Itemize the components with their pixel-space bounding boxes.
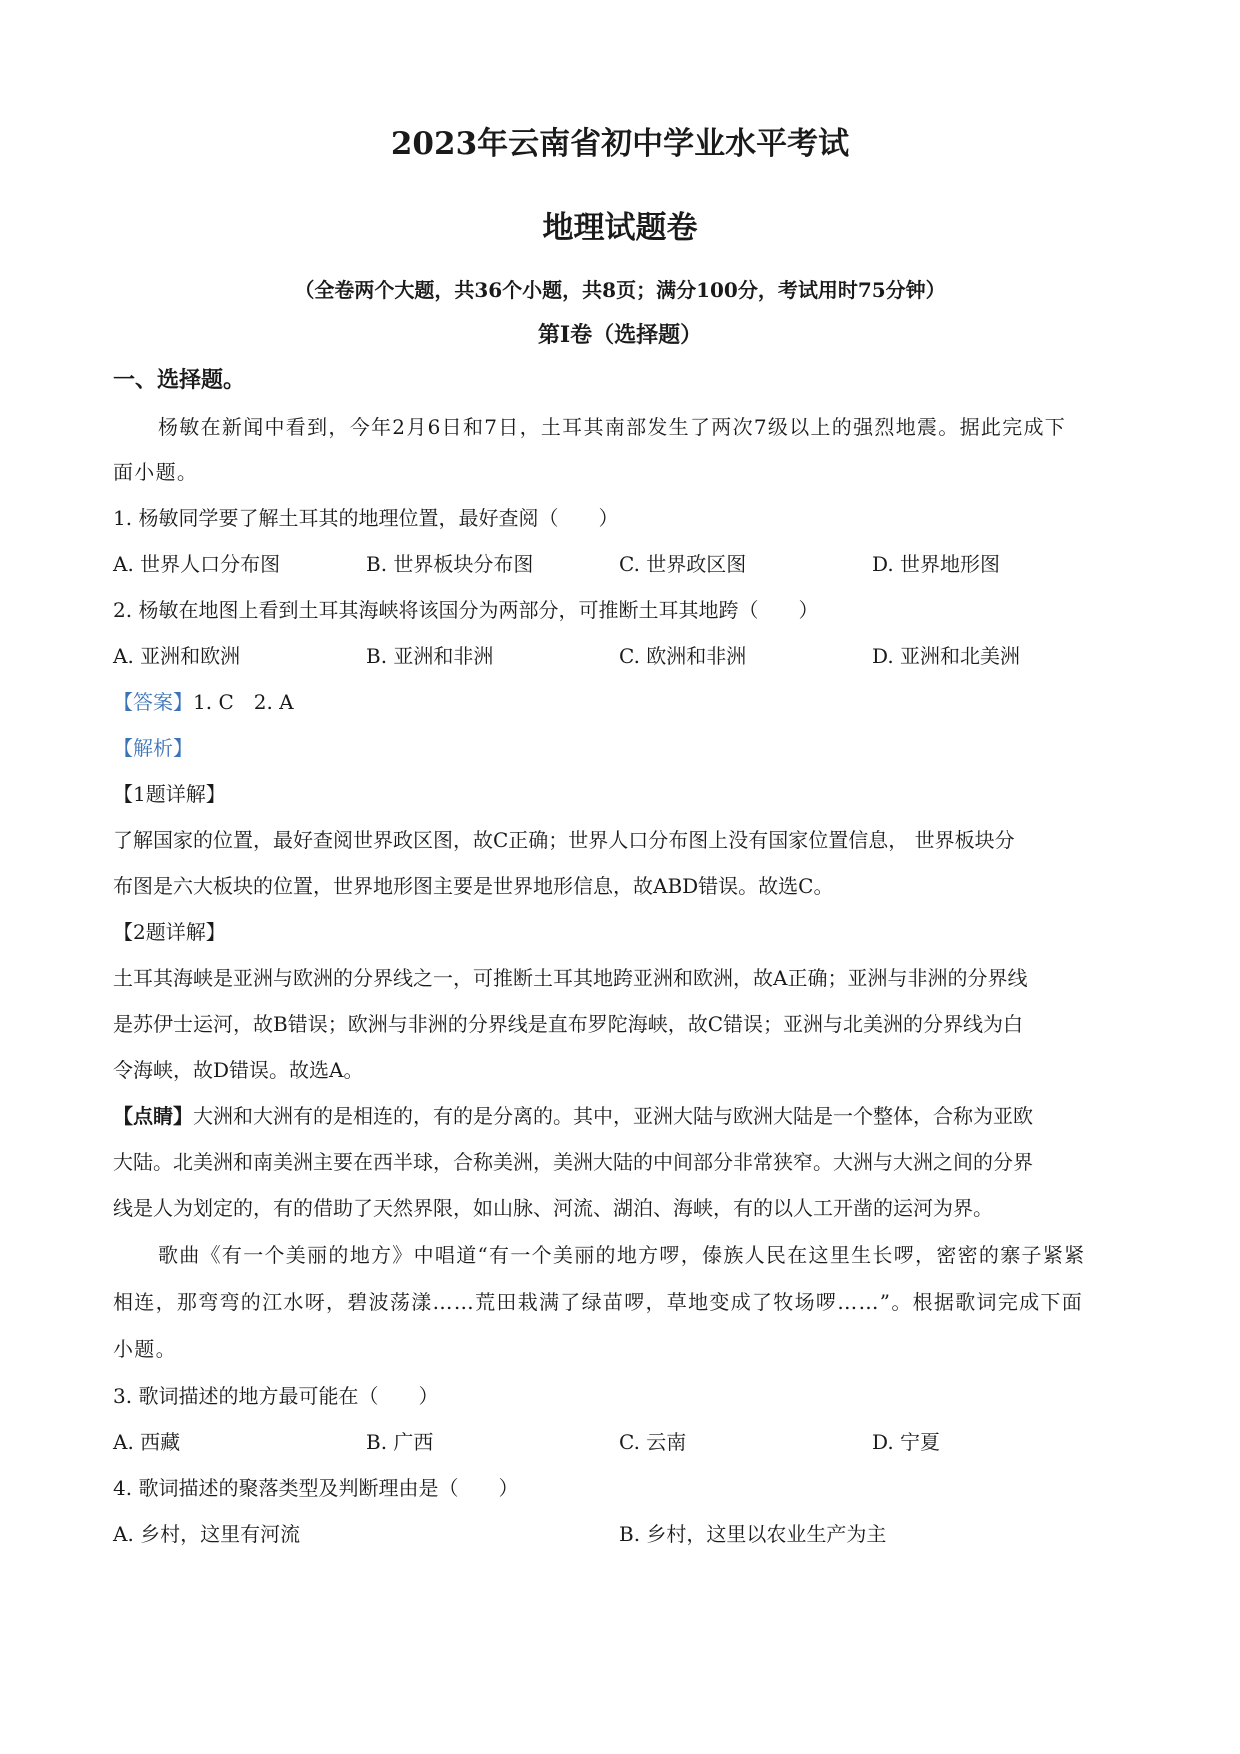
material-2-line-1: 歌曲《有一个美丽的地方》中唱道“有一个美丽的地方啰，傣族人民在这里生长啰，密密的寨子紧紧: [158, 1243, 1086, 1267]
volume-title: 第Ⅰ卷（选择题）: [537, 322, 703, 348]
q3-option-b: B. 广西: [366, 1430, 434, 1454]
answer-line: [113, 687, 1129, 717]
q1-option-d: D. 世界地形图: [872, 552, 1001, 576]
tip-tag: 【点睛】: [113, 1104, 193, 1128]
material-1-line-1: 杨敏在新闻中看到，今年2月6日和7日，土耳其南部发生了两次7级以上的强烈地震。据此完成下: [158, 415, 1067, 439]
q3-option-d: D. 宁夏: [872, 1430, 941, 1454]
q1-option-b: B. 世界板块分布图: [366, 552, 534, 576]
tip-line-3: 线是人为划定的，有的借助了天然界限，如山脉、河流、湖泊、海峡，有的以人工开凿的运河为界。: [113, 1196, 993, 1220]
q2-option-d: D. 亚洲和北美洲: [872, 644, 1021, 668]
analysis-tag: 【解析】: [113, 736, 193, 760]
detail-2-tag: 【2题详解】: [113, 920, 226, 944]
section-heading: 一、选择题。: [113, 367, 246, 393]
question-2-stem: 2. 杨敏在地图上看到土耳其海峡将该国分为两部分，可推断土耳其地跨（ ）: [113, 598, 819, 622]
q2-option-b: B. 亚洲和非洲: [366, 644, 494, 668]
answer-text: 1. C 2. A: [193, 690, 294, 714]
detail-1-line-1: 了解国家的位置，最好查阅世界政区图，故C正确；世界人口分布图上没有国家位置信息， 世界板块分: [113, 828, 1015, 852]
q2-option-c: C. 欧洲和非洲: [619, 644, 747, 668]
q1-option-c: C. 世界政区图: [619, 552, 747, 576]
question-4-stem: 4. 歌词描述的聚落类型及判断理由是（ ）: [113, 1476, 519, 1500]
detail-1-tag: 【1题详解】: [113, 782, 226, 806]
detail-1-line-2: 布图是六大板块的位置，世界地形图主要是世界地形信息，故ABD错误。故选C。: [113, 874, 834, 898]
exam-info: （全卷两个大题，共36个小题，共8页；满分100分，考试用时75分钟）: [294, 278, 946, 302]
q4-option-b: B. 乡村，这里以农业生产为主: [619, 1522, 887, 1546]
detail-2-line-3: 令海峡，故D错误。故选A。: [113, 1058, 364, 1082]
q3-option-c: C. 云南: [619, 1430, 687, 1454]
exam-title: 2023年云南省初中学业水平考试: [390, 126, 850, 162]
material-1-line-2: 面小题。: [113, 460, 199, 484]
tip-line-2: 大陆。北美洲和南美洲主要在西半球，合称美洲，美洲大陆的中间部分非常狭窄。大洲与大洲之间的分界: [113, 1150, 1033, 1174]
material-2-line-3: 小题。: [113, 1337, 177, 1361]
exam-subtitle: 地理试题卷: [542, 210, 698, 246]
question-1-stem: 1. 杨敏同学要了解土耳其的地理位置，最好查阅（ ）: [113, 506, 619, 530]
q4-option-a: A. 乡村，这里有河流: [113, 1522, 301, 1546]
q1-option-a: A. 世界人口分布图: [113, 552, 281, 576]
q2-option-a: A. 亚洲和欧洲: [113, 644, 241, 668]
tip-line-1: [113, 1101, 1129, 1131]
detail-2-line-1: 土耳其海峡是亚洲与欧洲的分界线之一，可推断土耳其地跨亚洲和欧洲，故A正确；亚洲与非洲的分界线: [113, 966, 1028, 990]
answer-tag: 【答案】: [113, 690, 193, 714]
material-2-line-2: 相连，那弯弯的江水呀，碧波荡漾……荒田栽满了绿苗啰，草地变成了牧场啰……”。根据歌词完成下面: [113, 1290, 1084, 1314]
tip-text-1: 大洲和大洲有的是相连的，有的是分离的。其中，亚洲大陆与欧洲大陆是一个整体，合称为亚欧: [193, 1104, 1033, 1128]
detail-2-line-2: 是苏伊士运河，故B错误；欧洲与非洲的分界线是直布罗陀海峡，故C错误；亚洲与北美洲的分界线为白: [113, 1012, 1023, 1036]
question-3-stem: 3. 歌词描述的地方最可能在（ ）: [113, 1384, 439, 1408]
q3-option-a: A. 西藏: [113, 1430, 181, 1454]
